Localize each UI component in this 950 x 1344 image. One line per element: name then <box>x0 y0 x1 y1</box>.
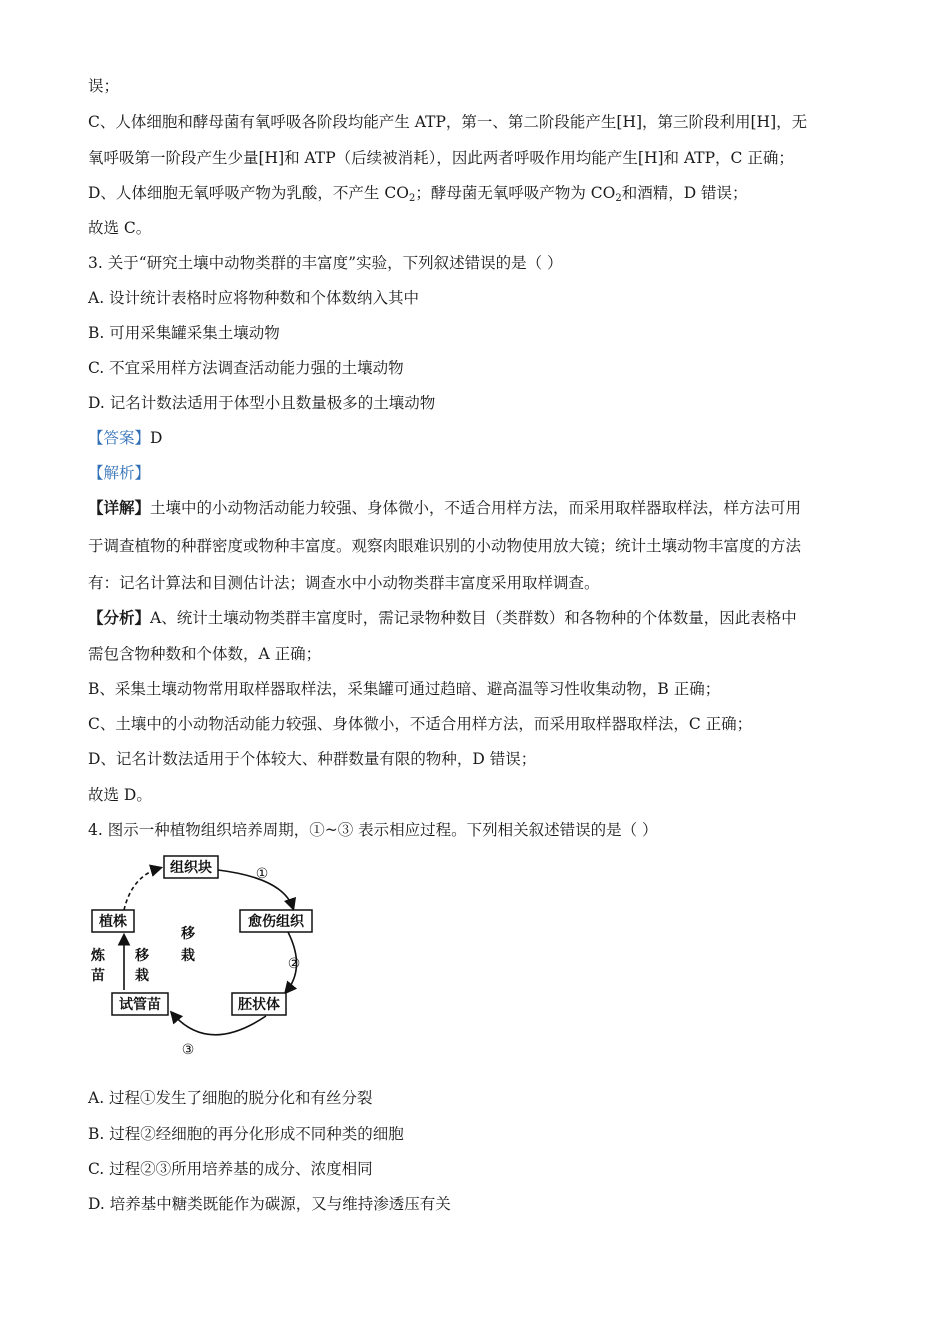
choose-line: 故选 D。 <box>88 786 152 804</box>
subscript: 2 <box>615 193 622 204</box>
choose-line: 故选 C。 <box>88 219 152 237</box>
analysis-tag: 【解析】 <box>88 464 151 482</box>
fenxi-tag: 【分析】 <box>88 608 151 627</box>
text-line: 误； <box>88 77 120 95</box>
text-fragment: D、人体细胞无氧呼吸产物为乳酸，不产生 CO <box>88 184 409 202</box>
q3-option-a: A. 设计统计表格时应将物种数和个体数纳入其中 <box>88 289 420 307</box>
fenxi-line1 <box>88 607 797 629</box>
label-zhizhu: 植株 <box>99 914 127 930</box>
q3-option-d: D. 记名计数法适用于体型小且数量极多的土壤动物 <box>88 394 436 412</box>
process-3-label: ③ <box>181 1042 195 1058</box>
answer-tag: 【答案】 <box>88 429 151 447</box>
tissue-culture-cycle-diagram <box>88 850 328 1060</box>
label-peizhuang: 胚状体 <box>238 997 280 1013</box>
text-fragment: ；酵母菌无氧呼吸产物为 CO <box>415 184 616 202</box>
q3-option-b: B. 可用采集罐采集土壤动物 <box>88 324 280 342</box>
question-3-stem: 3. 关于“研究土壤中动物类群的丰富度”实验，下列叙述错误的是（ ） <box>88 254 563 272</box>
q4-option-d: D. 培养基中糖类既能作为碳源，又与维持渗透压有关 <box>88 1195 451 1213</box>
fenxi-d: D、记名计数法适用于个体较大、种群数量有限的物种，D 错误； <box>88 750 537 768</box>
label-lianmiao-2: 苗 <box>91 968 105 984</box>
subscript: 2 <box>408 193 416 204</box>
fenxi-line2: 需包含物种数和个体数，A 正确； <box>88 645 322 663</box>
fenxi-text: A、统计土壤动物类群丰富度时，需记录物种数目（类群数）和各物种的个体数量，因此表格中 <box>150 609 797 627</box>
process-2-label: ② <box>287 956 301 972</box>
q3-answer <box>88 427 162 449</box>
label-yushang: 愈伤组织 <box>248 914 304 930</box>
q3-option-c: C. 不宜采用样方法调查活动能力强的土壤动物 <box>88 359 404 377</box>
label-shiguan: 试管苗 <box>119 997 161 1013</box>
label-yizai-2: 栽 <box>181 948 195 964</box>
dashed-arrow <box>124 868 160 910</box>
detail-line2: 于调查植物的种群密度或物种丰富度。观察肉眼难识别的小动物使用放大镜；统计土壤动物丰富度的方法 <box>88 537 802 555</box>
q4-option-a: A. 过程①发生了细胞的脱分化和有丝分裂 <box>88 1089 373 1107</box>
answer-value: D <box>150 429 163 447</box>
fenxi-c: C、土壤中的小动物活动能力较强、身体微小，不适合用样方法，而采用取样器取样法，C 正确； <box>88 715 753 733</box>
fenxi-b: B、采集土壤动物常用取样器取样法，采集罐可通过趋暗、避高温等习性收集动物，B 正确； <box>88 680 721 698</box>
question-4-stem: 4. 图示一种植物组织培养周期，①~③ 表示相应过程。下列相关叙述错误的是（ ） <box>88 821 658 839</box>
detail-tag: 【详解】 <box>88 498 151 517</box>
option-c-explanation-line1: C、人体细胞和酵母菌有氧呼吸各阶段均能产生 ATP，第一、第二阶段能产生[H]，第三阶段利用[H]，无 <box>88 113 808 131</box>
detail-line1 <box>88 497 801 519</box>
process-1-label: ① <box>255 866 269 882</box>
detail-text: 土壤中的小动物活动能力较强、身体微小，不适合用样方法，而采用取样器取样法，样方法可用 <box>150 499 802 517</box>
option-c-explanation-line2: 氧呼吸第一阶段产生少量[H]和 ATP（后续被消耗），因此两者呼吸作用均能产生[H]和 ATP，C 正确； <box>88 149 794 167</box>
label-yizai-1: 移 <box>181 926 195 942</box>
label-yizai-side-2: 栽 <box>135 968 149 984</box>
label-zuzhikuai: 组织块 <box>170 860 212 876</box>
text-fragment: 和酒精，D 错误； <box>621 184 748 202</box>
option-d-explanation <box>88 182 748 210</box>
label-yizai-side-1: 移 <box>135 948 149 964</box>
q4-option-b: B. 过程②经细胞的再分化形成不同种类的细胞 <box>88 1125 404 1143</box>
q4-option-c: C. 过程②③所用培养基的成分、浓度相同 <box>88 1160 373 1178</box>
detail-line3: 有：记名计算法和目测估计法；调查水中小动物类群丰富度采用取样调查。 <box>88 574 600 592</box>
arrow-3 <box>172 1013 266 1035</box>
label-lianmiao-1: 炼 <box>91 948 105 964</box>
